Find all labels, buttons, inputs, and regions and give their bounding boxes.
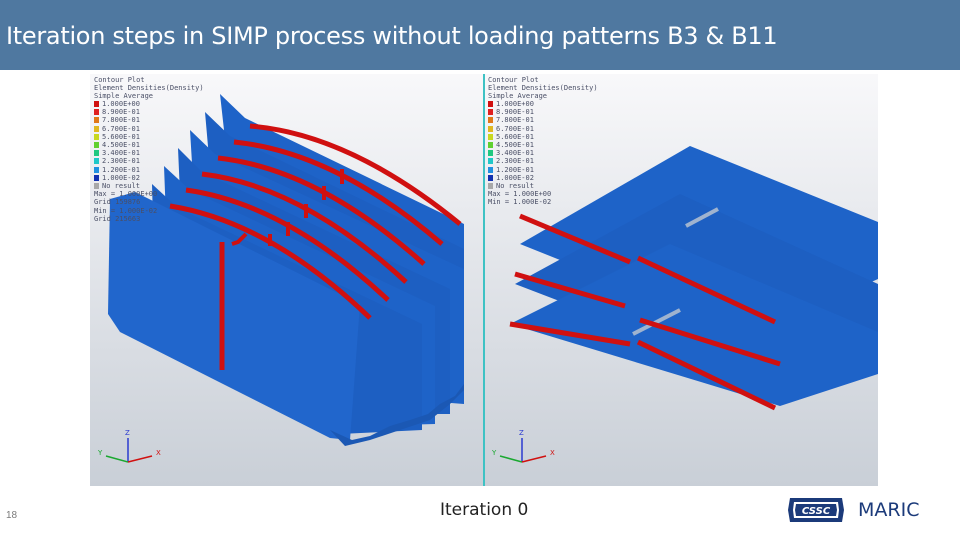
legend-swatch: [488, 142, 493, 148]
legend-footer-text: Grid 215663: [94, 214, 141, 223]
triad-x-label: X: [156, 449, 161, 457]
legend-footer-line: [488, 182, 598, 190]
cssc-logo: [786, 496, 846, 524]
title-bar: [0, 0, 960, 70]
legend-swatch: [488, 134, 493, 140]
legend-row: [94, 141, 204, 149]
legend-swatch: [94, 117, 99, 123]
page-number: 18: [6, 510, 18, 521]
legend-row: [94, 100, 204, 108]
contour-legend-right: [488, 76, 598, 206]
legend-footer-line: [94, 182, 204, 190]
legend-value: 1.200E-01: [496, 165, 534, 174]
legend-row: [94, 116, 204, 124]
legend-header-line: Element Densities(Density): [488, 84, 598, 92]
legend-value: 2.300E-01: [496, 157, 534, 166]
legend-header-line: Simple Average: [94, 92, 154, 100]
legend-footer-text: Grid 159876: [94, 198, 141, 207]
legend-row: [488, 116, 598, 124]
legend-value: 2.300E-01: [102, 157, 140, 166]
triad-y-label: Y: [98, 449, 103, 457]
legend-swatch: [94, 167, 99, 173]
legend-row: [488, 174, 598, 182]
legend-value: 1.000E-02: [102, 173, 140, 182]
triad-z-label: Z: [125, 429, 130, 437]
coordinate-triad-right: [491, 429, 555, 462]
legend-footer-text: No result: [496, 181, 534, 190]
legend-swatch: [94, 175, 99, 181]
legend-row: [488, 157, 598, 165]
legend-swatch: [94, 134, 99, 140]
legend-row: [488, 166, 598, 174]
legend-swatch: [94, 158, 99, 164]
legend-swatch: [488, 175, 493, 181]
legend-swatch: [488, 150, 493, 156]
legend-row: [94, 166, 204, 174]
legend-value: 5.600E-01: [102, 132, 140, 141]
contour-legend-left: [94, 76, 204, 223]
legend-footer-line: [94, 190, 204, 198]
legend-row: [488, 141, 598, 149]
viewport-divider: [483, 74, 485, 486]
legend-swatch: [488, 117, 493, 123]
legend-row: [488, 125, 598, 133]
legend-swatch: [94, 150, 99, 156]
legend-swatch: [488, 167, 493, 173]
triad-y-label: Y: [492, 449, 497, 457]
legend-swatch: [94, 126, 99, 132]
legend-value: 1.000E+00: [496, 100, 534, 109]
legend-value: 4.500E-01: [496, 141, 534, 150]
legend-footer-line: [94, 215, 204, 223]
legend-footer-text: Max = 1.000E+00: [94, 190, 158, 199]
legend-footer-text: No result: [102, 181, 140, 190]
legend-value: 7.800E-01: [496, 116, 534, 125]
legend-value: 3.400E-01: [496, 149, 534, 158]
triad-z-label: Z: [519, 429, 524, 437]
legend-value: 8.900E-01: [496, 108, 534, 117]
legend-swatch: [94, 142, 99, 148]
brand-name: MARIC: [858, 499, 920, 521]
legend-row: [488, 133, 598, 141]
legend-row: [94, 133, 204, 141]
legend-value: 7.800E-01: [102, 116, 140, 125]
legend-value: 5.600E-01: [496, 132, 534, 141]
slide-title: Iteration steps in SIMP process without loading patterns B3 & B11: [6, 22, 778, 50]
legend-footer-line: [488, 198, 598, 206]
legend-swatch: [488, 101, 493, 107]
legend-row: [94, 108, 204, 116]
legend-value: 8.900E-01: [102, 108, 140, 117]
legend-swatch: [94, 101, 99, 107]
legend-swatch: [488, 158, 493, 164]
iteration-caption: Iteration 0: [440, 500, 529, 520]
legend-footer-text: Min = 1.000E-02: [488, 198, 552, 207]
legend-row: [94, 149, 204, 157]
legend-header-line: Simple Average: [488, 92, 548, 100]
legend-row: [94, 157, 204, 165]
legend-footer-text: Min = 1.000E-02: [94, 206, 158, 215]
legend-swatch: [488, 109, 493, 115]
legend-value: 1.000E+00: [102, 100, 140, 109]
legend-swatch: [488, 126, 493, 132]
legend-header-line: Element Densities(Density): [94, 84, 204, 92]
no-result-swatch: [94, 183, 99, 189]
triad-x-label: X: [550, 449, 555, 457]
legend-footer-line: [94, 206, 204, 214]
legend-value: 1.000E-02: [496, 173, 534, 182]
coordinate-triad-left: [97, 429, 161, 462]
legend-footer-text: Max = 1.000E+00: [488, 190, 552, 199]
legend-footer-line: [488, 190, 598, 198]
legend-row: [488, 108, 598, 116]
legend-row: [94, 125, 204, 133]
legend-footer-line: [94, 198, 204, 206]
legend-value: 6.700E-01: [102, 124, 140, 133]
legend-row: [488, 149, 598, 157]
legend-row: [488, 100, 598, 108]
legend-value: 6.700E-01: [496, 124, 534, 133]
legend-value: 3.400E-01: [102, 149, 140, 158]
legend-header-line: Contour Plot: [94, 76, 145, 84]
logo-text: CSSC: [801, 506, 831, 517]
legend-header-line: Contour Plot: [488, 76, 539, 84]
no-result-swatch: [488, 183, 493, 189]
legend-value: 1.200E-01: [102, 165, 140, 174]
legend-value: 4.500E-01: [102, 141, 140, 150]
legend-swatch: [94, 109, 99, 115]
legend-row: [94, 174, 204, 182]
